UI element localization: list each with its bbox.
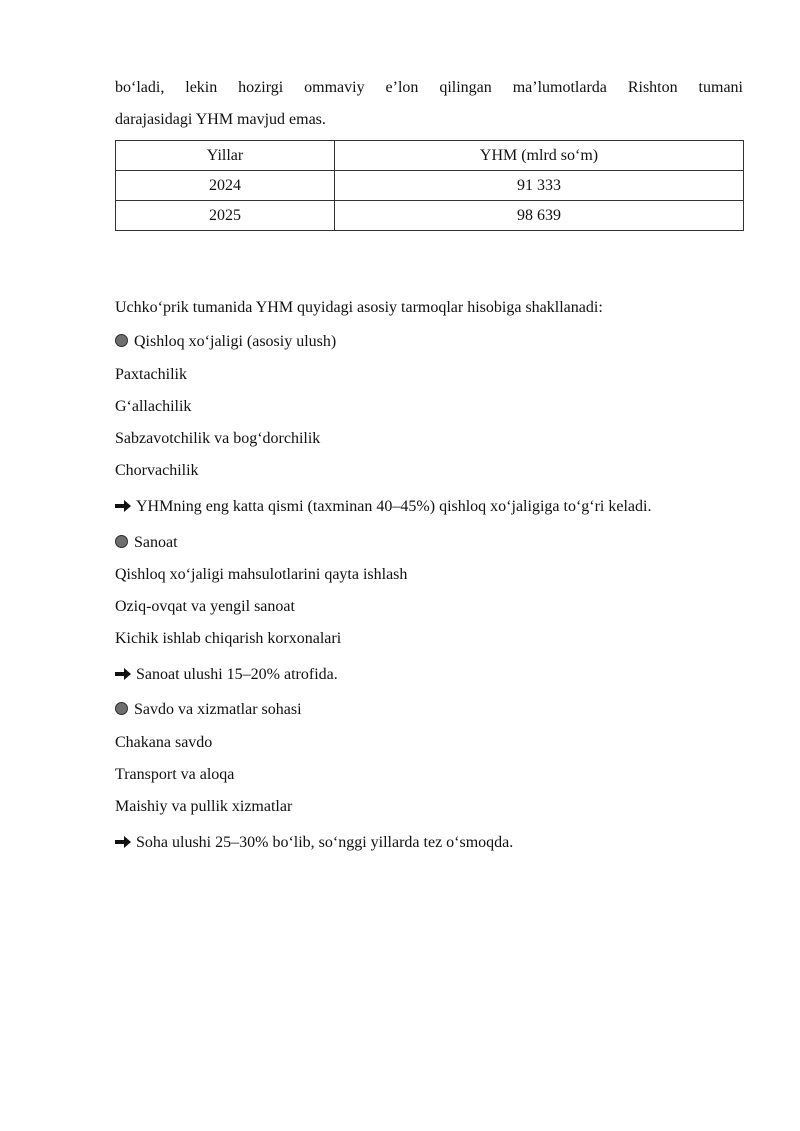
list-item: G‘allachilik <box>115 398 192 415</box>
sector-title-services <box>115 700 302 720</box>
column-header-gdp: YHM (mlrd so‘m) <box>335 141 744 171</box>
intro-line-2: darajasidagi YHM mavjud emas. <box>115 111 326 128</box>
sector-title-industry <box>115 533 178 553</box>
right-arrow-icon <box>115 836 131 848</box>
section-heading: Uchko‘prik tumanida YHM quyidagi asosiy tarmoqlar hisobiga shakllanadi: <box>115 299 603 316</box>
list-item: Maishiy va pullik xizmatlar <box>115 798 293 815</box>
list-item: Paxtachilik <box>115 366 187 383</box>
list-item: Oziq-ovqat va yengil sanoat <box>115 598 295 615</box>
sector-note-services <box>115 833 513 853</box>
year-cell: 2025 <box>116 201 335 231</box>
list-item: Chorvachilik <box>115 462 199 479</box>
sector-note-text: Soha ulushi 25–30% bo‘lib, so‘nggi yillarda tez o‘smoqda. <box>136 834 514 851</box>
sector-note-agriculture <box>115 497 651 517</box>
sector-note-text: Sanoat ulushi 15–20% atrofida. <box>136 666 338 683</box>
sector-title-agriculture <box>115 332 336 352</box>
list-item: Kichik ishlab chiqarish korxonalari <box>115 630 342 647</box>
right-arrow-icon <box>115 668 131 680</box>
gdp-value-cell: 91 333 <box>335 171 744 201</box>
table-row <box>116 171 744 201</box>
table-header-row <box>116 141 744 171</box>
sector-title-text: Qishloq xo‘jaligi (asosiy ulush) <box>134 333 337 350</box>
list-item: Transport va aloqa <box>115 766 235 783</box>
table-row <box>116 201 744 231</box>
intro-paragraph <box>115 72 743 136</box>
gdp-table <box>115 140 744 231</box>
gray-circle-bullet-icon <box>115 334 128 347</box>
sector-note-industry <box>115 665 338 685</box>
column-header-years: Yillar <box>116 141 335 171</box>
right-arrow-icon <box>115 500 131 512</box>
sector-note-text: YHMning eng katta qismi (taxminan 40–45%) qishloq xo‘jaligiga to‘g‘ri keladi. <box>136 498 652 515</box>
sector-title-text: Sanoat <box>134 534 178 551</box>
gray-circle-bullet-icon <box>115 535 128 548</box>
list-item: Sabzavotchilik va bog‘dorchilik <box>115 430 321 447</box>
list-item: Qishloq xo‘jaligi mahsulotlarini qayta ishlash <box>115 566 408 583</box>
list-item: Chakana savdo <box>115 734 213 751</box>
intro-line-1: bo‘ladi, lekin hozirgi ommaviy e’lon qilingan ma’lumotlarda Rishton tumani <box>115 79 743 96</box>
year-cell: 2024 <box>116 171 335 201</box>
sector-title-text: Savdo va xizmatlar sohasi <box>134 701 302 718</box>
gdp-value-cell: 98 639 <box>335 201 744 231</box>
gray-circle-bullet-icon <box>115 702 128 715</box>
